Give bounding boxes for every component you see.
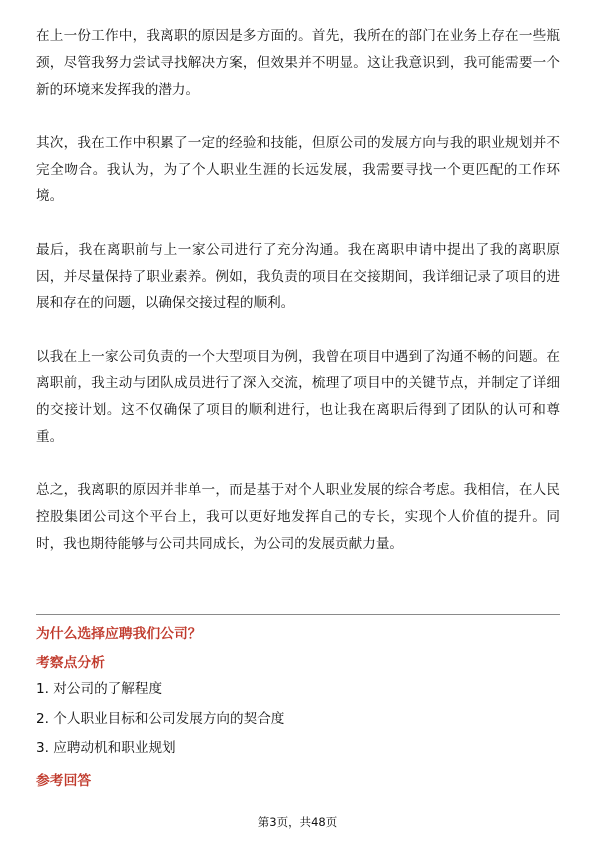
question-section [36,623,560,792]
reference-answer-heading: 参考回答 [36,773,92,789]
answer-paragraph-1: 在上一份工作中，我离职的原因是多方面的。首先，我所在的部门在业务上存在一些瓶颈，尽管我努力尝试寻找解决方案，但效果并不明显。这让我意识到，我可能需要一个新的环境来发挥我的潜力。 [36,28,560,98]
analysis-point: 2. 个人职业目标和公司发展方向的契合度 [36,710,285,727]
answer-paragraph-4: 以我在上一家公司负责的一个大型项目为例，我曾在项目中遇到了沟通不畅的问题。在离职前，我主动与团队成员进行了深入交流，梳理了项目中的关键节点，并制定了详细的交接计划。这不仅确保了项目的顺利进行，也让我在离职后得到了团队的认可和尊重。 [36,348,560,446]
analysis-point: 3. 应聘动机和职业规划 [36,740,176,756]
question-title: 为什么选择应聘我们公司？ [36,626,202,642]
answer-paragraph-3: 最后，我在离职前与上一家公司进行了充分沟通。我在离职申请中提出了我的离职原因，并尽量保持了职业素养。例如，我负责的项目在交接期间，我详细记录了项目的进展和存在的问题，以确保交接过程的顺利。 [36,241,560,312]
answer-paragraph-2: 其次，我在工作中积累了一定的经验和技能，但原公司的发展方向与我的职业规划并不完全吻合。我认为，为了个人职业生涯的长远发展，我需要寻找一个更匹配的工作环境。 [36,134,560,205]
section-divider [36,614,560,615]
answer-paragraph-5: 总之，我离职的原因并非单一，而是基于对个人职业发展的综合考虑。我相信，在人民控股集团公司这个平台上，我可以更好地发挥自己的专长，实现个人价值的提升。同时，我也期待能够与公司共同成长，为公司的发展贡献力量。 [36,482,560,552]
analysis-point-list [36,680,560,758]
analysis-point: 1. 对公司的了解程度 [36,681,163,697]
analysis-heading: 考察点分析 [36,655,105,671]
answer-body [36,23,560,584]
page-footer [0,814,595,830]
page-number: 第3页，共48页 [257,815,338,829]
